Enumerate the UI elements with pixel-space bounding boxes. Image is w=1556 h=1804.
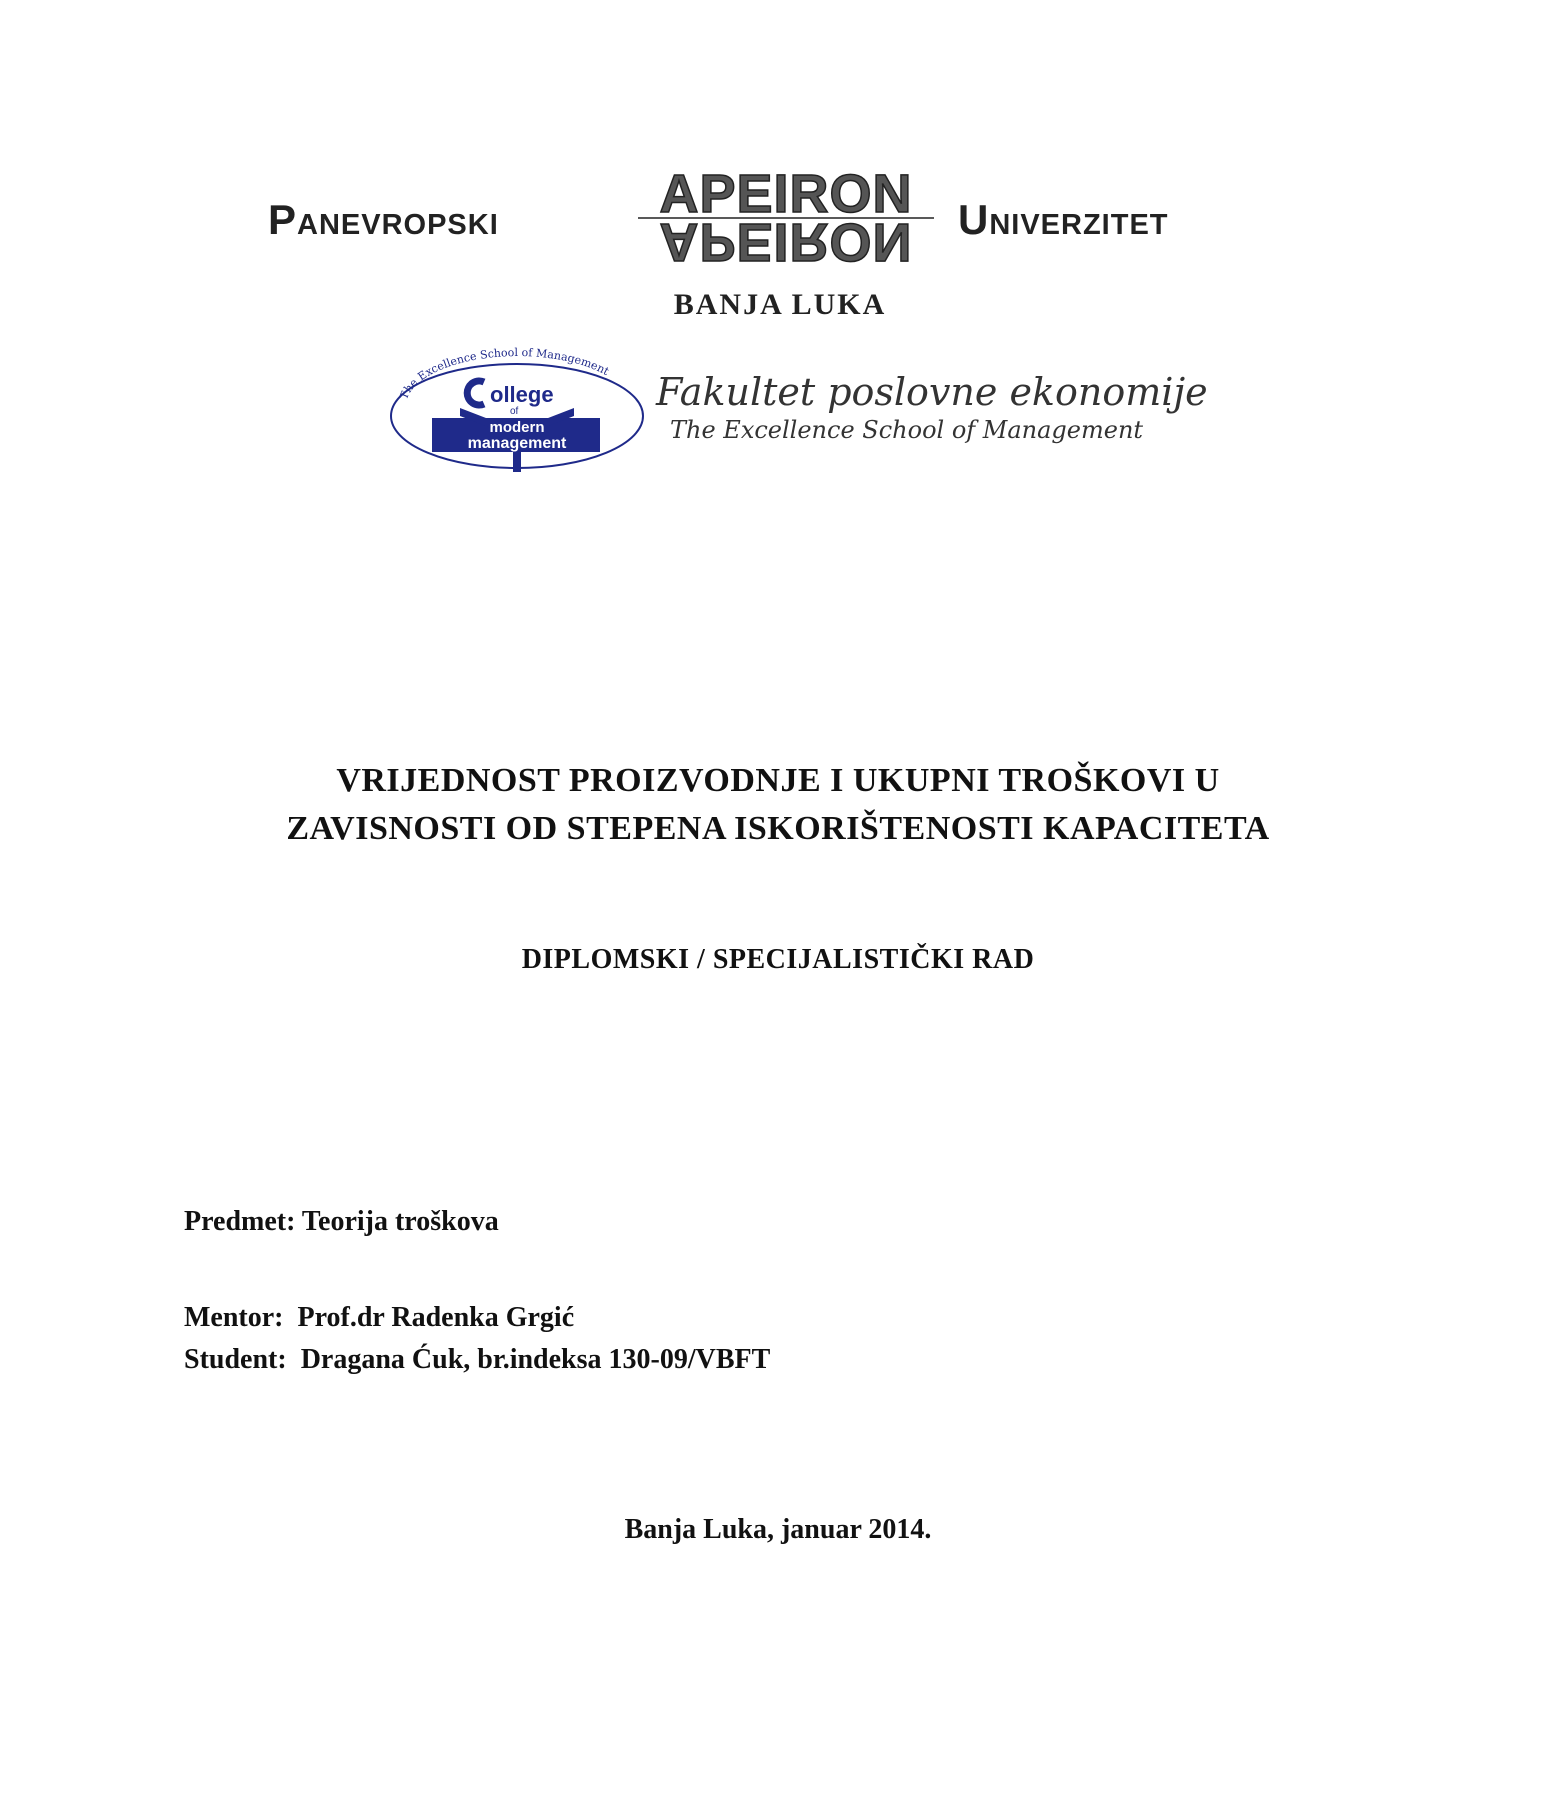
- apeiron-logo-mirrored-text: APEIRON: [659, 212, 913, 272]
- faculty-tagline: The Excellence School of Management: [670, 416, 1144, 444]
- college-logo-line2: of: [510, 406, 519, 417]
- thesis-title-line-2: ZAVISNOSTI OD STEPENA ISKORIŠTENOSTI KAPACITETA: [286, 810, 1270, 847]
- faculty-name: Fakultet poslovne ekonomije: [656, 370, 1208, 414]
- university-name-left: [268, 196, 499, 244]
- apeiron-logo-top-text: APEIRON: [659, 164, 913, 224]
- college-logo-line4: management: [467, 435, 567, 452]
- university-name-right-text: Univerzitet: [958, 196, 1169, 243]
- college-logo-line3: modern: [489, 419, 545, 436]
- apeiron-logo: [636, 160, 936, 276]
- university-name-right: [958, 196, 1169, 244]
- student-line: Student: Dragana Ćuk, br.indeksa 130-09/VBFT: [184, 1344, 771, 1375]
- college-logo-line1: ollege: [490, 382, 554, 407]
- college-logo-c-mark: [467, 381, 484, 405]
- mentor-line: Mentor: Prof.dr Radenka Grgić: [184, 1302, 575, 1333]
- thesis-title-line-1: VRIJEDNOST PROIZVODNJE I UKUPNI TROŠKOVI U: [336, 762, 1220, 799]
- college-logo: [388, 346, 646, 474]
- place-and-date: Banja Luka, januar 2014.: [624, 1514, 932, 1545]
- city-label: BANJA LUKA: [673, 288, 887, 321]
- thesis-type: DIPLOMSKI / SPECIJALISTIČKI RAD: [521, 944, 1035, 975]
- university-name-left-text: Panevropski: [268, 196, 499, 243]
- subject-line: Predmet: Teorija troškova: [184, 1206, 499, 1237]
- college-logo-arc-textpath: The Excellence School of Management: [397, 346, 612, 402]
